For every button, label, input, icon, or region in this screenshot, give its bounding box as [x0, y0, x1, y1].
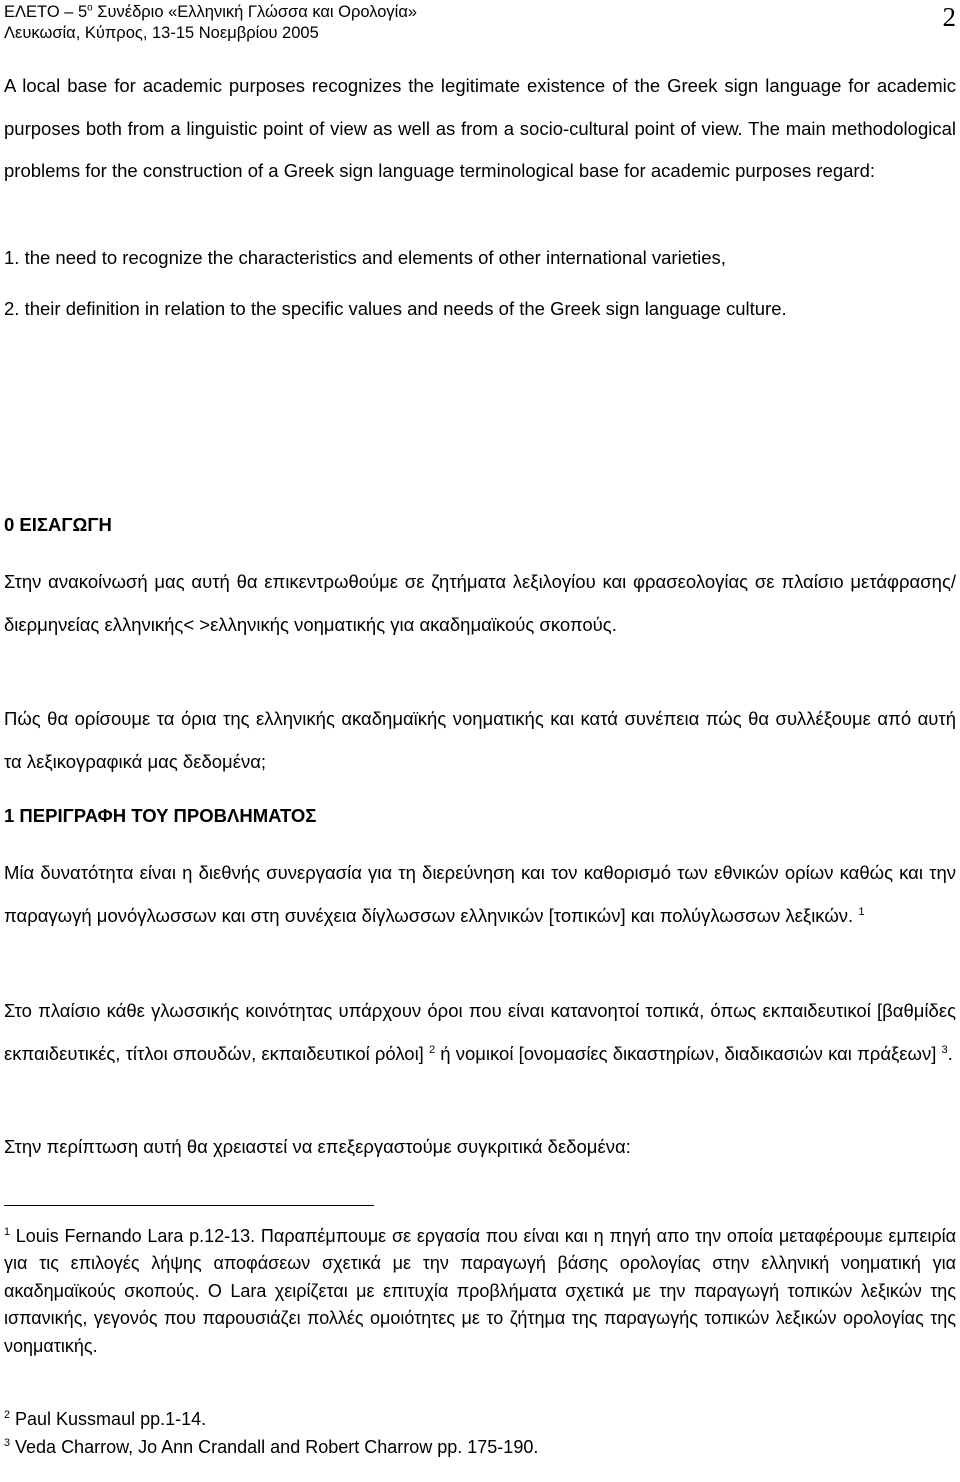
english-list-item-2: 2. their definition in relation to the specific values and needs of the Greek sign language culture. — [4, 298, 787, 319]
section-1-paragraph-2-part-3: . — [947, 1042, 953, 1064]
header-conference-title: Συνέδριο «Ελληνική Γλώσσα και Ορολογία» — [92, 3, 418, 21]
footnote-2 — [4, 1406, 956, 1433]
section-1-paragraph-2-part-2: ή νομικοί [ονομασίες δικαστηρίων, διαδικασιών και πράξεων] — [435, 1042, 942, 1064]
footnote-text: Veda Charrow, Jo Ann Crandall and Robert Charrow pp. 175-190. — [10, 1437, 539, 1457]
footnote-number: 1 — [4, 1226, 11, 1238]
footnote-ref-2: 2 — [428, 1043, 436, 1056]
footnote-ref-1: 1 — [858, 905, 865, 918]
section-1-paragraph-2 — [4, 990, 956, 1075]
footnote-number: 3 — [4, 1437, 11, 1449]
footnote-number: 2 — [4, 1409, 11, 1421]
footnote-1 — [4, 1223, 956, 1360]
footnote-text: Paul Kussmaul pp.1-14. — [10, 1409, 207, 1429]
header-location-line: Λευκωσία, Κύπρος, 13-15 Νοεμβρίου 2005 — [4, 24, 319, 42]
section-1-heading: 1 ΠΕΡΙΓΡΑΦΗ ΤΟΥ ΠΡΟΒΛΗΜΑΤΟΣ — [4, 805, 317, 826]
header-ordinal-superscript: ο — [87, 2, 93, 14]
page-number: 2 — [942, 2, 956, 32]
section-1-paragraph-1-text: Μία δυνατότητα είναι η διεθνής συνεργασία για τη διερεύνηση και τον καθορισμό των εθνικών ορίων καθώς και την παραγωγή μονόγλωσσων και στη συνέχεια δίγλωσσων ελληνικών [τοπικών] και πολύγλωσσων λεξικών. — [4, 862, 956, 926]
section-0-paragraph-1: Στην ανακοίνωσή μας αυτή θα επικεντρωθούμε σε ζητήματα λεξιλογίου και φρασεολογίας σε πλαίσιο μετάφρασης/διερμηνείας ελληνικής< >ελληνικής νοηματικής για ακαδημαϊκούς σκοπούς. — [4, 571, 956, 635]
english-list-item-1: 1. the need to recognize the characteristics and elements of other international varieties, — [4, 247, 726, 268]
footnote-text: Louis Fernando Lara p.12-13. Παραπέμπουμε σε εργασία που είναι και η πηγή απο την οποία μεταφέρουμε εμπειρία για τις επιλογές λήψης αποφάσεων σχετικά με την παραγωγή βάσης ορολογίας στην ελληνική νοηματική για ακαδημαϊκούς σκοπούς. Ο Lara χειρίζεται με επιτυχία προβλήματα σχετικά με την παραγωγή τοπικών λεξικών της ισπανικής, γεγονός που παρουσιάζει πολλές ομοιότητες με το ζήτημα της παραγωγής τοπικών λεξικών ορολογίας της νοηματικής. — [4, 1226, 956, 1356]
section-1-paragraph-1 — [4, 852, 956, 937]
footnote-separator — [4, 1205, 374, 1206]
header-conference-prefix: ΕΛΕΤΟ – 5 — [4, 3, 88, 21]
running-header — [4, 2, 417, 44]
english-abstract-paragraph: A local base for academic purposes recognizes the legitimate existence of the Greek sign language for academic purposes both from a linguistic point of view as well as from a socio-cultural point of view. The main methodological problems for the construction of a Greek sign language terminological base for academic purposes regard: — [4, 75, 956, 181]
section-0-paragraph-2: Πώς θα ορίσουμε τα όρια της ελληνικής ακαδημαϊκής νοηματικής και κατά συνέπεια πώς θα συλλέξουμε από αυτή τα λεξικογραφικά μας δεδομένα; — [4, 708, 956, 772]
header-conference-line — [4, 2, 417, 23]
section-1-paragraph-3: Στην περίπτωση αυτή θα χρειαστεί να επεξεργαστούμε συγκριτικά δεδομένα: — [4, 1136, 631, 1157]
footnote-ref-3: 3 — [941, 1043, 948, 1056]
section-0-heading: 0 ΕΙΣΑΓΩΓΗ — [4, 514, 112, 535]
section-1-paragraph-2-part-1: Στο πλαίσιο κάθε γλωσσικής κοινότητας υπάρχουν όροι που είναι κατανοητοί τοπικά, όπως εκπαιδευτικοί [βαθμίδες εκπαιδευτικές, τίτλοι σπουδών, εκπαιδευτικοί ρόλοι] — [4, 1000, 956, 1064]
footnote-3 — [4, 1434, 956, 1461]
